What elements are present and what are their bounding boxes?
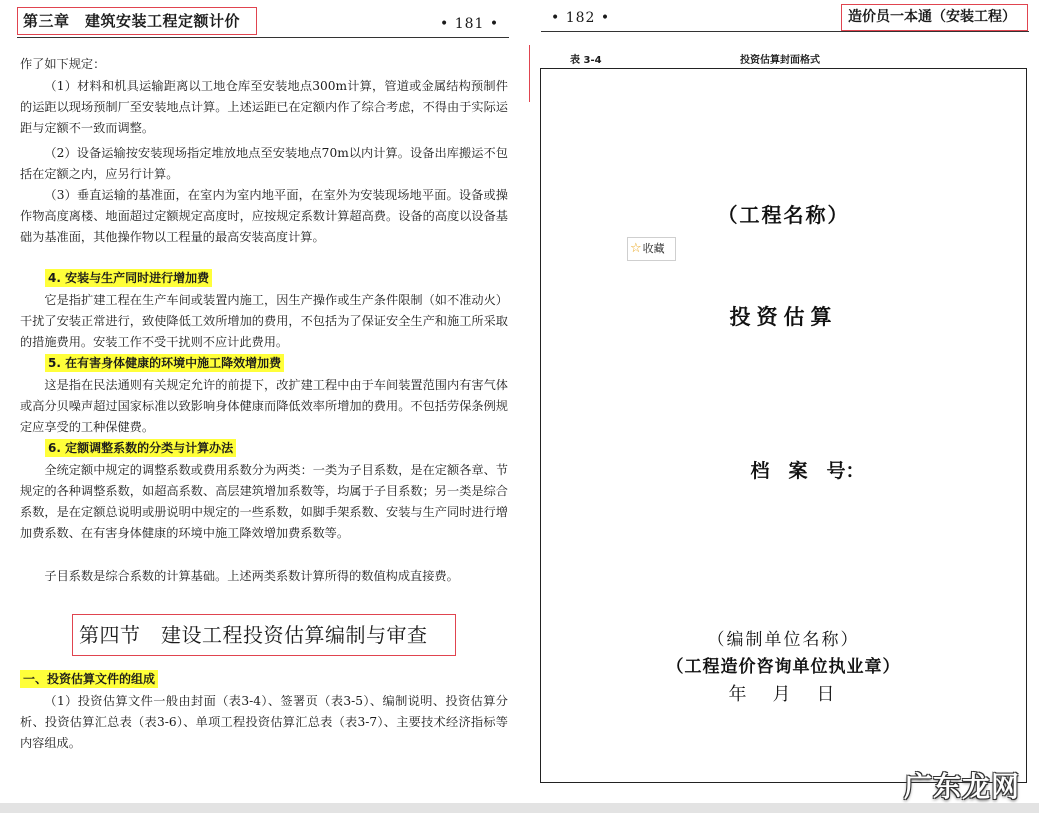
item-2: （2）设备运输按安装现场指定堆放地点至安装地点70m以内计算。设备出库搬运不包括在定额之内，应另行计算。 [20, 146, 508, 181]
watermark: 广东龙网 [904, 770, 1021, 803]
header-rule-right [541, 31, 1029, 32]
archive-number: 档 案 号： [750, 460, 865, 482]
paragraph-5: 这是指在民法通则有关规定允许的前提下，改扩建工程中由于车间装置范围内有害气体或高分贝噪声超过国家标准以致影响身体健康而降低效率所增加的费用。不包括劳保条例规定应享受的工种保健费。 [20, 378, 508, 434]
project-name: （工程名称） [717, 203, 850, 227]
paragraph-6a: 全统定额中规定的调整系数或费用系数分为两类：一类为子目系数，是在定额各章、节规定的各种调整系数，如超高系数、高层建筑增加系数等，均属于子目系数；另一类是综合系数，是在定额总说明或册说明中规定的一些系数，如脚手架系数、安装与生产同时进行增加费系数、在有害身体健康的环境中施工降效增加费系数等。 [20, 463, 508, 540]
favorite-button[interactable] [627, 237, 676, 261]
page-number-right: • 182 • [551, 10, 611, 26]
heading-6: 6. 定额调整系数的分类与计算办法 [45, 439, 236, 457]
seal-line: （工程造价咨询单位执业章） [666, 657, 901, 677]
heading-4: 4. 安装与生产同时进行增加费 [45, 269, 212, 287]
heading-5: 5. 在有害身体健康的环境中施工降效增加费 [45, 354, 284, 372]
page-number-left: • 181 • [440, 16, 500, 32]
table-number: 表 3-4 [570, 55, 602, 66]
subheading: 一、投资估算文件的组成 [20, 670, 158, 688]
paragraph-7: （1）投资估算文件一般由封面（表3-4）、签署页（表3-5）、编制说明、投资估算分析、投资估算汇总表（表3-6）、单项工程投资估算汇总表（表3-7）、主要技术经济指标等内容组成。 [20, 694, 508, 750]
date-line: 年 月 日 [728, 684, 839, 705]
paragraph-4: 它是指扩建工程在生产车间或装置内施工，因生产操作或生产条件限制（如不准动火）干扰了安装正常进行，致使降低工效所增加的费用，不包括为了保证安全生产和施工所采取的措施费用。安装工作不受干扰则不应计此费用。 [20, 293, 508, 349]
paragraph-6b: 子目系数是综合系数的计算基础。上述两类系数计算所得的数值构成直接费。 [44, 569, 459, 583]
book-title: 造价员一本通（安装工程） [841, 4, 1028, 31]
margin-mark [529, 45, 530, 102]
favorite-label: 收藏 [642, 242, 665, 255]
table-caption: 投资估算封面格式 [740, 55, 820, 66]
bottom-bar [0, 803, 1039, 813]
section-title: 第四节 建设工程投资估算编制与审查 [72, 614, 456, 656]
star-icon: ☆ [630, 241, 642, 256]
item-3: （3）垂直运输的基准面，在室内为室内地平面，在室外为安装现场地平面。设备或操作物高度离楼、地面超过定额规定高度时，应按规定系数计算超高费。设备的高度以设备基础为基准面，其他操作物以工程量的最高安装高度计算。 [20, 188, 508, 244]
header-rule-left [17, 37, 509, 38]
cover-form [540, 68, 1027, 783]
chapter-title: 第三章 建筑安装工程定额计价 [17, 7, 257, 35]
unit-name: （编制单位名称） [707, 630, 860, 650]
document-title: 投资估算 [729, 305, 838, 329]
item-1: （1）材料和机具运输距离以工地仓库至安装地点300m计算，管道或金属结构预制件的运距以现场预制厂至安装地点计算。上述运距已在定额内作了综合考虑，不得由于实际运距与定额不一致而调整。 [20, 79, 508, 135]
intro-text: 作了如下规定： [20, 57, 106, 71]
